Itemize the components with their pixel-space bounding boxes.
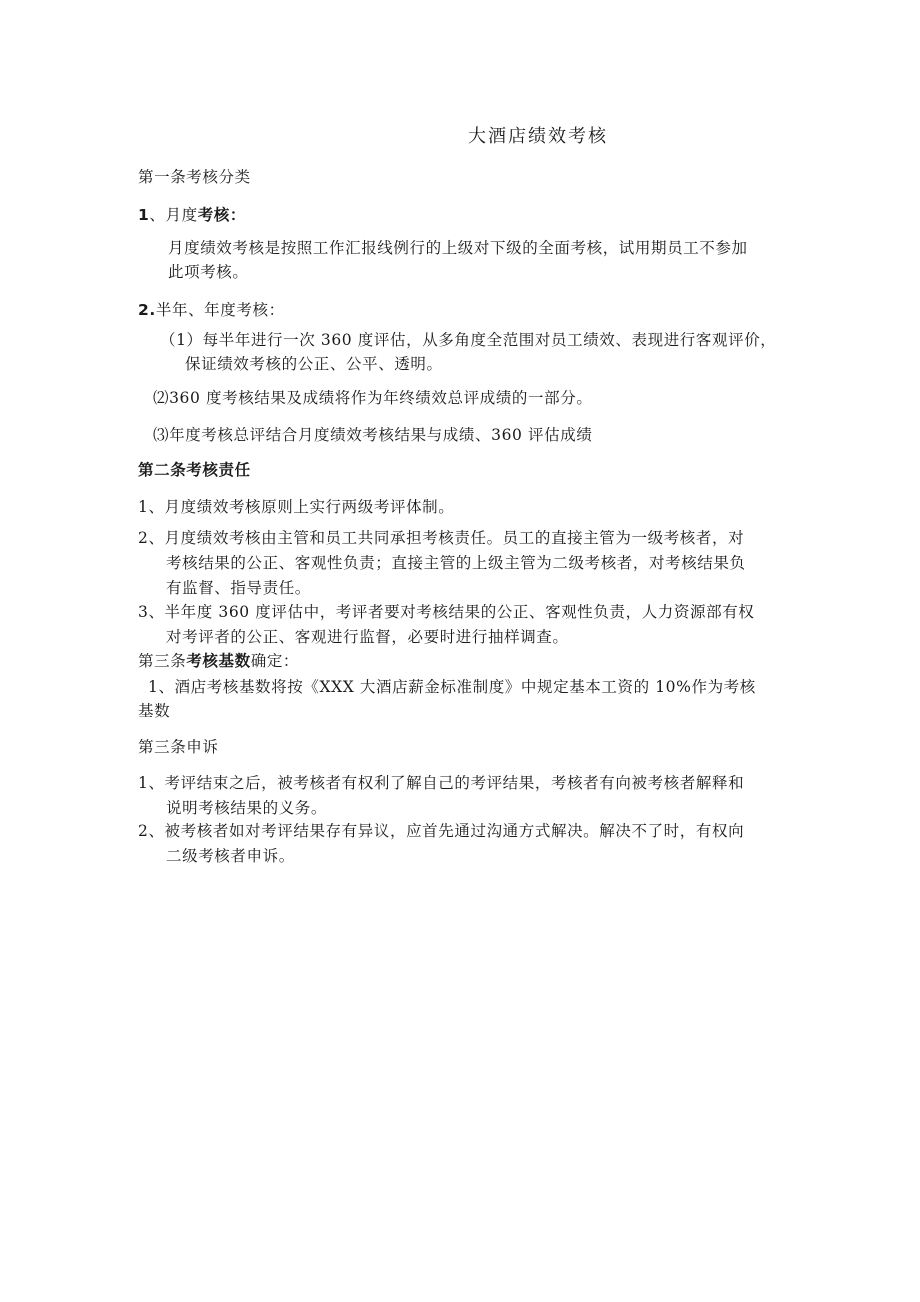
item-heading-text: 半年、年度考核： bbox=[155, 301, 285, 319]
list-item: 2、被考核者如对考评结果存有异议，应首先通过沟通方式解决。解决不了时，有权向 bbox=[138, 822, 745, 840]
item-heading-text: 、月度 bbox=[149, 206, 198, 224]
section-1-item-1-heading bbox=[138, 205, 246, 225]
paragraph-line: ⑶年度考核总评结合月度绩效考核结果与成绩、360 评估成绩 bbox=[153, 426, 593, 444]
paragraph-line: 基数 bbox=[138, 702, 171, 720]
item-number: 2. bbox=[138, 301, 156, 319]
paragraph-line: ⑵360 度考核结果及成绩将作为年终绩效总评成绩的一部分。 bbox=[153, 389, 593, 407]
list-item-continuation: 二级考核者申诉。 bbox=[166, 847, 295, 865]
heading-bold: 考核基数 bbox=[186, 651, 251, 670]
section-1-item-2-heading bbox=[138, 300, 285, 320]
heading-suffix: 确定： bbox=[250, 652, 300, 670]
paragraph-line: 1、酒店考核基数将按《XXX 大酒店薪金标准制度》中规定基本工资的 10%作为考核 bbox=[148, 678, 756, 696]
document-title: 大酒店绩效考核 bbox=[468, 126, 608, 147]
section-4-heading: 第三条申诉 bbox=[138, 738, 219, 756]
paragraph-line: 此项考核。 bbox=[168, 263, 249, 281]
paragraph-line: （1）每半年进行一次 360 度评估，从多角度全范围对员工绩效、表现进行客观评价， bbox=[160, 331, 777, 349]
paragraph-line: 保证绩效考核的公正、公平、透明。 bbox=[185, 355, 443, 373]
list-item: 2、月度绩效考核由主管和员工共同承担考核责任。员工的直接主管为一级考核者，对 bbox=[138, 529, 745, 547]
list-item-continuation: 有监督、指导责任。 bbox=[166, 579, 311, 597]
item-heading-bold: 考核： bbox=[197, 205, 247, 224]
list-item-continuation: 说明考核结果的义务。 bbox=[166, 799, 328, 817]
list-item: 3、半年度 360 度评估中，考评者要对考核结果的公正、客观性负责，人力资源部有权 bbox=[138, 603, 755, 621]
section-1-heading: 第一条考核分类 bbox=[138, 168, 251, 186]
paragraph-line: 月度绩效考核是按照工作汇报线例行的上级对下级的全面考核，试用期员工不参加 bbox=[168, 239, 748, 257]
list-item-continuation: 考核结果的公正、客观性负责；直接主管的上级主管为二级考核者，对考核结果负 bbox=[166, 554, 746, 572]
section-3-heading bbox=[138, 651, 299, 671]
list-item: 1、考评结束之后，被考核者有权利了解自己的考评结果，考核者有向被考核者解释和 bbox=[138, 774, 745, 792]
list-item-continuation: 对考评者的公正、客观进行监督，必要时进行抽样调查。 bbox=[166, 628, 569, 646]
section-2-heading: 第二条考核责任 bbox=[138, 460, 251, 479]
item-number: 1 bbox=[138, 206, 150, 224]
heading-prefix: 第三条 bbox=[138, 652, 187, 670]
list-item: 1、月度绩效考核原则上实行两级考评体制。 bbox=[138, 498, 455, 516]
